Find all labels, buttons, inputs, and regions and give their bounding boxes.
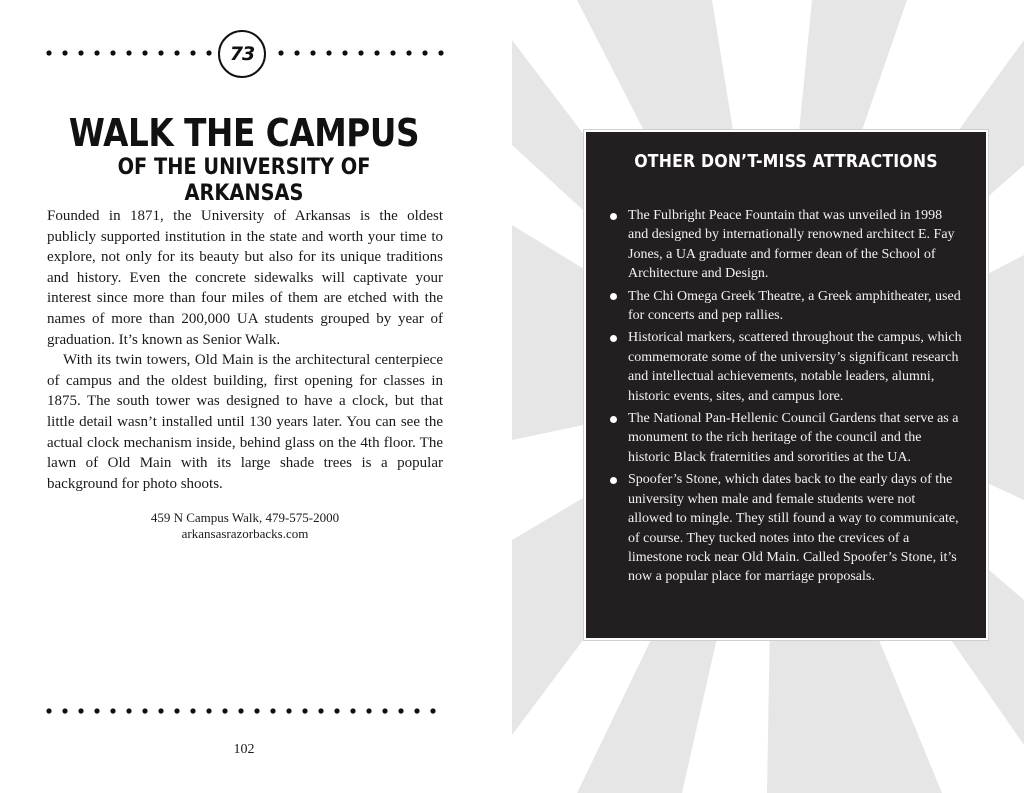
- bullet-icon: [610, 416, 617, 423]
- entry-subtitle: OF THE UNIVERSITY OF ARKANSAS: [117, 155, 371, 206]
- sidebar-title: OTHER DON’T-MISS ATTRACTIONS: [634, 152, 938, 172]
- entry-address: 459 N Campus Walk, 479-575-2000: [150, 510, 340, 525]
- list-item: [610, 287, 962, 326]
- list-item: [610, 470, 962, 586]
- entry-contact: [47, 510, 443, 542]
- attractions-list: [610, 206, 962, 590]
- entry-website: arkansasrazorbacks.com: [181, 526, 309, 541]
- list-item: [610, 206, 962, 284]
- list-item-text: The Fulbright Peace Fountain that was unveiled in 1998 and designed by internationally renowned architect E. Fay Jones, a UA graduate and former dean of the School of Architecture and Design.: [628, 208, 955, 282]
- entry-body: [47, 206, 443, 494]
- list-item-text: The Chi Omega Greek Theatre, a Greek amphitheater, used for concerts and pep rallies.: [628, 288, 961, 324]
- list-item-text: Historical markers, scattered throughout the campus, which commemorate some of the university’s significant research and intellectual achievements, notable leaders, alumni, historic events, sites, and campus lore.: [628, 330, 962, 404]
- entry-number-badge: 73: [218, 30, 266, 78]
- entry-title: WALK THE CAMPUS: [68, 111, 420, 155]
- attractions-sidebar: [584, 130, 988, 640]
- bullet-icon: [610, 335, 617, 342]
- bottom-dot-divider: [0, 706, 512, 716]
- list-item: [610, 409, 962, 467]
- right-page: [512, 0, 1024, 793]
- list-item: [610, 328, 962, 406]
- bullet-icon: [610, 477, 617, 484]
- bullet-icon: [610, 293, 617, 300]
- list-item-text: The National Pan-Hellenic Council Gardens that serve as a monument to the rich heritage of the council and the historic Black fraternities and sororities at the UA.: [628, 411, 959, 465]
- list-item-text: Spoofer’s Stone, which dates back to the early days of the university when male and female students were not allowed to mingle. They still found a way to communicate, of course. They tucked notes into the crevices of a limestone rock near Old Main. Called Spoofer’s Stone, it’s now a popular place for marriage proposals.: [628, 472, 959, 585]
- page-number: 102: [233, 742, 255, 757]
- entry-paragraph: With its twin towers, Old Main is the architectural centerpiece of campus and the oldest building, first opening for classes in 1875. The south tower was designed to have a clock, but that little detail wasn’t installed until 130 years later. You can see the actual clock mechanism inside, behind glass on the 4th floor. The lawn of Old Main with its large shade trees is a popular background for photo shoots.: [47, 352, 443, 492]
- entry-paragraph: Founded in 1871, the University of Arkansas is the oldest publicly supported institution in the state and worth your time to explore, not only for its beauty but also for its unique traditions and history. Even the concrete sidewalks will captivate your interest since more than four miles of them are etched with the names of more than 200,000 UA students grouped by year of graduation. It’s known as Senior Walk.: [47, 208, 443, 348]
- bullet-icon: [610, 213, 617, 220]
